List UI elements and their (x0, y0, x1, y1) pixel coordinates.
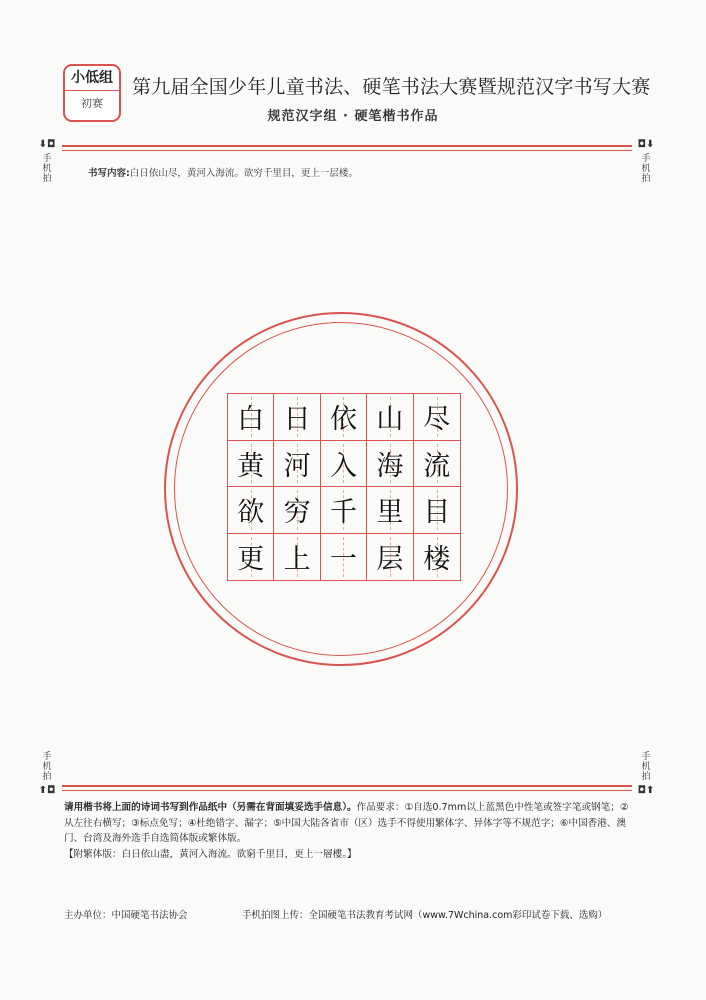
group-label: 小低组 (65, 66, 119, 91)
writing-content-text: 白日依山尽，黄河入海流。欲穷千里目，更上一层楼。 (129, 168, 358, 179)
grid-cell: 流 (414, 441, 460, 488)
grid-cell: 入 (321, 441, 367, 488)
requirements-body: 作品要求：①自选0.7mm以上蓝黑色中性笔或签字笔或钢笔；②从左往右横写；③标点免写；④杜绝错字、漏字；⑤中国大陆各省市（区）选手不得使用繁体字、异体字等不规范字；⑥中国香港、澳门、台湾及海外选手自选简体版或繁体版。 (64, 802, 629, 844)
grid-cell: 千 (321, 487, 367, 534)
upload-info: 手机拍图上传：全国硬笔书法教育考试网（www.7Wchina.com彩印试卷下载、选购） (242, 910, 608, 921)
top-rule-thick (62, 145, 632, 147)
phone-shoot-label: 手机拍 (641, 154, 651, 184)
grid-cell: 更 (228, 534, 274, 581)
grid-cell: 目 (414, 487, 460, 534)
grid-cell: 日 (274, 394, 320, 441)
grid-cell: 层 (367, 534, 413, 581)
corner-marker-top-right (636, 140, 656, 184)
phone-shoot-label: 手机拍 (42, 752, 52, 782)
requirements-block (64, 800, 634, 862)
organizer: 主办单位：中国硬笔书法协会 (64, 910, 188, 921)
corner-marker-top-left (37, 140, 57, 184)
bottom-rule-thick (62, 785, 632, 787)
category-subtitle: 规范汉字组 · 硬笔楷书作品 (267, 109, 439, 124)
top-rule-thin (62, 150, 632, 151)
corner-marker-bottom-right (636, 752, 656, 796)
grid-cell: 黄 (228, 441, 274, 488)
grid-cell: 尽 (414, 394, 460, 441)
camera-arrow-icon: ⬇◘ (38, 139, 56, 150)
camera-arrow-icon: ⬆◘ (38, 785, 56, 796)
writing-content-label: 书写内容: (88, 168, 130, 179)
competition-title: 第九届全国少年儿童书法、硬笔书法大赛暨规范汉字书写大赛 (132, 76, 651, 98)
character-grid (227, 393, 461, 581)
grid-cell: 一 (321, 534, 367, 581)
writing-content (88, 165, 358, 179)
traditional-version: 【附繁体版：白日依山盡，黃河入海流。欲窮千里目，更上一層樓。】 (64, 848, 357, 860)
camera-arrow-icon: ◘⬇ (637, 139, 655, 150)
grid-cell: 海 (367, 441, 413, 488)
phone-shoot-label: 手机拍 (641, 752, 651, 782)
grid-cell: 楼 (414, 534, 460, 581)
bottom-rule-thin (62, 790, 632, 791)
phone-shoot-label: 手机拍 (42, 154, 52, 184)
grid-cell: 上 (274, 534, 320, 581)
requirements-lead: 请用楷书将上面的诗词书写到作品纸中（另需在背面填妥选手信息）。 (64, 802, 357, 813)
grid-cell: 山 (367, 394, 413, 441)
grid-cell: 河 (274, 441, 320, 488)
grid-cell: 穷 (274, 487, 320, 534)
corner-marker-bottom-left (37, 752, 57, 796)
grid-cell: 白 (228, 394, 274, 441)
stage-label: 初赛 (81, 97, 103, 110)
grid-cell: 欲 (228, 487, 274, 534)
camera-arrow-icon: ◘⬆ (637, 785, 655, 796)
grid-cell: 依 (321, 394, 367, 441)
grid-cell: 里 (367, 487, 413, 534)
